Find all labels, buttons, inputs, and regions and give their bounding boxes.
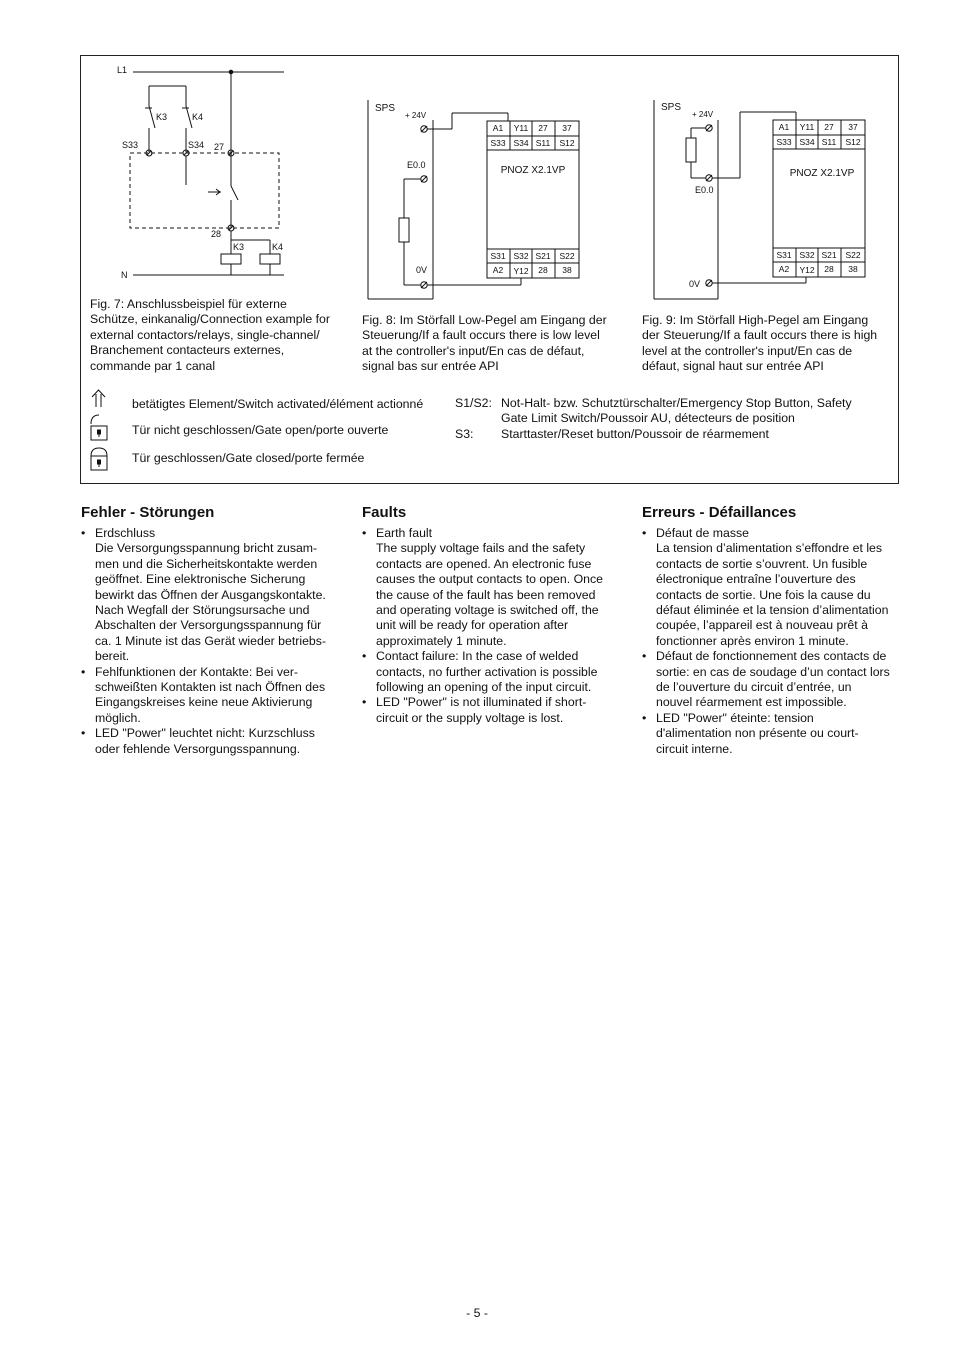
list-line: causes the output contacts to open. Once (376, 572, 603, 587)
fig8-terminal: 37 (562, 123, 572, 133)
legend-switch-activated-text: betätigtes Element/Switch activated/élément actionné (132, 397, 424, 411)
list-line: LED "Power" is not illuminated if short- (376, 695, 587, 710)
fig9-terminal: A1 (778, 122, 790, 132)
fig7-label-28: 28 (211, 229, 222, 239)
list-line: circuit interne. (656, 741, 733, 756)
fig8-terminal: 38 (562, 265, 572, 275)
fig8-terminal: 27 (538, 123, 548, 133)
list-line: Défaut de fonctionnement des contacts de (656, 649, 887, 664)
list-line: and operating voltage is switched off, the (376, 603, 599, 618)
fig9-terminal: Y12 (799, 265, 815, 275)
fig7-label-k3-coil: K3 (233, 242, 245, 252)
list-line: the cause of the fault has been removed (376, 587, 596, 602)
fig9-terminal: 27 (824, 122, 834, 132)
column-heading: Erreurs - Défaillances (642, 504, 797, 521)
fig7-caption-line: Fig. 7: Anschlussbeispiel für externe (90, 297, 287, 311)
fig9-terminal: S34 (799, 137, 815, 147)
fault-list (642, 526, 912, 757)
list-line: circuit or the supply voltage is lost. (376, 710, 564, 725)
list-line: Die Versorgungsspannung bricht zusam- (95, 541, 318, 556)
fig8-label-0v: 0V (416, 265, 428, 275)
fig9-terminal: 37 (848, 122, 858, 132)
list-line: Earth fault (376, 526, 433, 540)
column-english (362, 503, 632, 726)
list-line: following an opening of the input circuit. (376, 680, 592, 695)
fig7-caption-line: Branchement contacteurs externes, (90, 343, 285, 358)
bullet: • (81, 726, 86, 741)
fig9-terminal: 28 (824, 264, 834, 274)
fig8-terminal: A2 (492, 265, 504, 275)
fig9-terminal: S33 (776, 137, 792, 147)
list-item (642, 649, 912, 711)
list-line: bewirkt das Öffnen der Ausgangskontakte. (95, 587, 326, 602)
list-line: contacts are opened. An electronic fuse (376, 556, 592, 571)
list-line: möglich. (95, 710, 141, 725)
fig7-label-s34: S34 (188, 140, 205, 150)
fig9-caption-line: défaut, signal haut sur entrée API (642, 359, 824, 374)
abbreviations (455, 396, 890, 442)
page-number: - 5 - (466, 1306, 488, 1320)
bullet: • (81, 526, 86, 540)
fig9-terminal: A2 (778, 264, 790, 274)
list-line: Contact failure: In the case of welded (376, 649, 579, 664)
list-line: LED "Power" leuchtet nicht: Kurzschluss (95, 726, 315, 741)
list-line: ca. 1 Minute ist das Gerät wieder betriebs- (95, 633, 327, 648)
column-french (642, 503, 912, 757)
column-heading: Faults (362, 504, 407, 521)
list-line: LED "Power" éteinte: tension (656, 710, 814, 725)
list-line: schweißten Kontakten ist nach Öffnen des (95, 680, 326, 695)
fig9-terminal: 38 (848, 264, 858, 274)
list-line: Abschalten der Versorgungsspannung für (95, 618, 322, 633)
list-line: La tension d’alimentation s’effondre et les (656, 541, 883, 556)
bullet: • (362, 526, 367, 540)
fig9-label-24v: + 24V (692, 110, 714, 119)
fig8-caption-line: Fig. 8: Im Störfall Low-Pegel am Eingang der (362, 313, 607, 327)
fig9-terminal: S31 (776, 250, 792, 260)
fig9-terminal: S22 (845, 250, 861, 260)
list-line: contacts de sortie. Une fois la cause du (656, 587, 871, 602)
list-line: d'alimentation non présente ou court- (656, 726, 859, 741)
list-line: sortie: en cas de soudage d’un contact lors (656, 664, 890, 679)
list-line: approximately 1 minute. (376, 633, 507, 648)
bullet: • (642, 526, 647, 540)
fig8-caption-line: Steuerung/If a fault occurs there is low level (362, 328, 600, 343)
fig9-caption-line: Fig. 9: Im Störfall High-Pegel am Eingang (642, 313, 869, 327)
abbreviation-row (455, 396, 890, 427)
fig8-terminal: S11 (535, 138, 551, 148)
abbreviation-value: Starttaster/Reset button/Poussoir de réarmement (501, 426, 769, 441)
list-line: contacts, no further activation is possible (376, 664, 598, 679)
list-line: électronique entraîne l’ouverture des (656, 572, 856, 587)
fig7-label-s33: S33 (122, 140, 139, 150)
column-heading: Fehler - Störungen (81, 504, 215, 521)
fig7-label-k3: K3 (156, 112, 168, 122)
list-line: défaut éliminée et la tension d’alimentation (656, 603, 889, 618)
legend-gate-closed-text: Tür geschlossen/Gate closed/porte fermée (132, 451, 365, 465)
fig8-terminal: S32 (513, 251, 529, 261)
fig7-label-l1: L1 (117, 65, 128, 75)
fig9-terminal: S12 (845, 137, 861, 147)
abbreviation-key: S1/S2: (455, 396, 492, 410)
list-line: coupée, l’appareil est à nouveau prêt à (656, 618, 868, 633)
fig8-terminal: S33 (490, 138, 506, 148)
fig8-terminal: S21 (535, 251, 551, 261)
list-line: The supply voltage fails and the safety (376, 541, 586, 556)
fig7-caption-line: external contactors/relays, single-channel/ (90, 327, 320, 342)
fig9-caption-line: der Steuerung/If a fault occurs there is high (642, 328, 878, 343)
fig9-terminal: S11 (821, 137, 837, 147)
fig9-terminal: Y11 (799, 122, 815, 132)
fig8-terminal: S31 (490, 251, 506, 261)
fig9-label-e00: E0.0 (695, 185, 714, 195)
list-item (362, 649, 632, 695)
fig7-caption-line: Schütze, einkanalig/Connection example for (90, 312, 330, 327)
abbreviation-row (455, 427, 890, 442)
fig7-label-k4-coil: K4 (272, 242, 284, 252)
fault-list (81, 526, 351, 757)
list-line: Défaut de masse (656, 526, 749, 540)
fig7-caption-line: commande par 1 canal (90, 358, 216, 373)
fig8-terminal: A1 (492, 123, 504, 133)
list-item (642, 711, 912, 757)
bullet: • (642, 710, 647, 725)
fig8-terminal: Y11 (513, 123, 529, 133)
fig7-label-k4: K4 (192, 112, 204, 122)
fig8-caption-line: signal bas sur entrée API (362, 359, 499, 374)
fig8-terminal: 28 (538, 265, 548, 275)
fig8-label-sps: SPS (375, 103, 396, 114)
gate-closed-icon (90, 446, 110, 472)
list-line: oder fehlende Versorgungsspannung. (95, 741, 301, 756)
fig9-device-name: PNOZ X2.1VP (789, 168, 855, 179)
fig8-terminal: S34 (513, 138, 529, 148)
column-german (81, 503, 351, 757)
legend-gate-closed (90, 446, 450, 472)
fig9-caption-line: level at the controller's input/En cas de (642, 343, 853, 358)
fig8-caption-line: at the controller's input/En cas de défaut, (362, 343, 585, 358)
list-item (81, 665, 351, 727)
switch-activated-icon (90, 389, 108, 409)
list-line: de l’ouverture du circuit d’entrée, un (656, 680, 852, 695)
list-line: unit will be ready for operation after (376, 618, 569, 633)
legend-switch-activated (90, 389, 450, 411)
fig7-label-27: 27 (214, 142, 225, 152)
list-item (362, 695, 632, 726)
abbreviation-value: Gate Limit Switch/Poussoir AU, détecteurs de position (501, 411, 795, 426)
fig9-diagram (0, 0, 954, 310)
list-line: Fehlfunktionen der Kontakte: Bei ver- (95, 664, 299, 679)
bullet: • (642, 649, 647, 664)
fig8-terminal: S12 (559, 138, 575, 148)
fig8-caption (362, 313, 632, 375)
fig8-device-name: PNOZ X2.1VP (500, 165, 566, 176)
bullet: • (362, 695, 367, 710)
gate-open-icon (90, 413, 110, 441)
list-line: fonctionner après environ 1 minute. (656, 633, 849, 648)
legend-gate-open-text: Tür nicht geschlossen/Gate open/porte ouverte (132, 423, 389, 437)
fig9-caption (642, 313, 897, 375)
fault-list (362, 526, 632, 726)
list-line: nouvel réarmement est impossible. (656, 695, 847, 710)
list-line: bereit. (95, 649, 130, 664)
list-line: Erdschluss (95, 526, 156, 540)
fig8-label-e00: E0.0 (407, 160, 426, 170)
fig8-terminal: S22 (559, 251, 575, 261)
list-line: men und die Sicherheitskontakte werden (95, 556, 318, 571)
fig9-label-0v: 0V (689, 279, 701, 289)
bullet: • (81, 664, 86, 679)
bullet: • (362, 649, 367, 664)
fig7-label-n: N (121, 270, 128, 280)
list-item (81, 726, 351, 757)
list-line: Nach Wegfall der Störungsursache und (95, 603, 310, 618)
abbreviation-value: Not-Halt- bzw. Schutztürschalter/Emergency Stop Button, Safety (501, 396, 852, 410)
list-line: Eingangskreises keine neue Aktivierung (95, 695, 313, 710)
list-item (642, 526, 912, 649)
legend-gate-open (90, 413, 450, 441)
fig9-terminal: S32 (799, 250, 815, 260)
fig9-label-sps: SPS (661, 102, 682, 113)
list-item (81, 526, 351, 665)
fig8-label-24v: + 24V (405, 111, 427, 120)
abbreviation-key: S3: (455, 426, 474, 441)
fig9-terminal: S21 (821, 250, 837, 260)
list-item (362, 526, 632, 649)
list-line: geöffnet. Eine elektronische Sicherung (95, 572, 306, 587)
list-line: contacts de sortie s’ouvrent. Un fusible (656, 556, 868, 571)
fig8-terminal: Y12 (513, 266, 529, 276)
